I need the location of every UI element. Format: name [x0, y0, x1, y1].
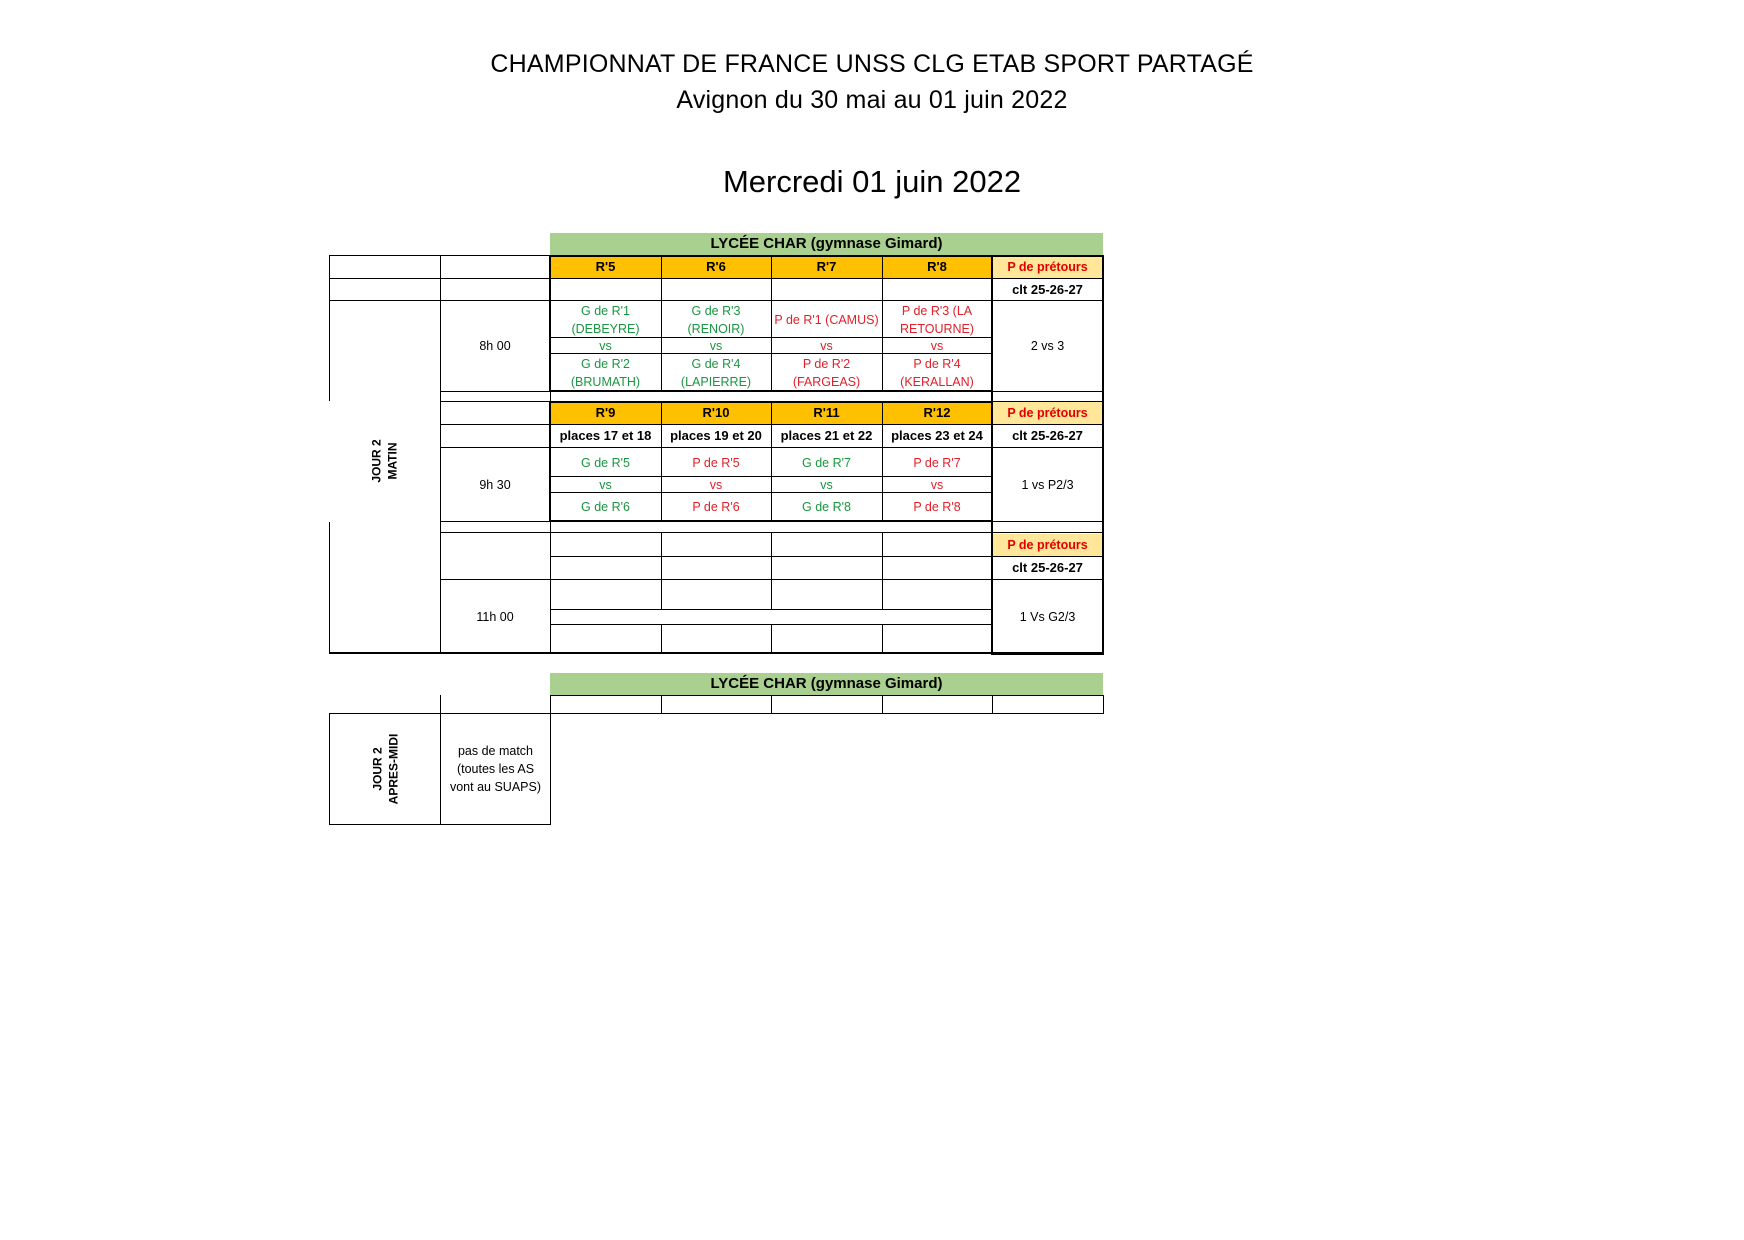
round-header: R'11 — [771, 402, 882, 424]
day-label-line: MATIN — [385, 442, 400, 480]
side-match: 1 vs P2/3 — [1021, 477, 1074, 492]
side-header: P de prétours — [992, 402, 1103, 424]
versus-label: vs — [930, 339, 944, 353]
match-team-bottom: P de R'4 (KERALLAN) — [900, 356, 974, 389]
versus-label: vs — [930, 478, 944, 492]
side-subheader: clt 25-26-27 — [1012, 428, 1083, 443]
morning-venue-header: LYCÉE CHAR (gymnase Gimard) — [550, 233, 1103, 255]
round-header: R'10 — [661, 402, 771, 424]
match-team-bottom: G de R'8 — [802, 500, 851, 514]
side-subheader: clt 25-26-27 — [1012, 282, 1083, 297]
time-slot: 8h 00 — [479, 339, 511, 353]
round-header: R'8 — [882, 256, 992, 278]
day-label-line: APRES-MIDI — [385, 733, 400, 805]
match-team-bottom: P de R'8 — [913, 500, 961, 514]
match-team-bottom: G de R'6 — [581, 500, 630, 514]
round-header: R'7 — [771, 256, 882, 278]
match-team-bottom: G de R'4 (LAPIERRE) — [680, 356, 752, 389]
side-header: P de prétours — [992, 534, 1103, 556]
match-team-bottom: G de R'2 (BRUMATH) — [570, 356, 641, 389]
day-label-line: JOUR 2 — [369, 439, 384, 483]
match-team-top: P de R'5 — [692, 455, 740, 470]
afternoon-venue-header: LYCÉE CHAR (gymnase Gimard) — [550, 673, 1103, 695]
side-subheader: clt 25-26-27 — [1012, 560, 1083, 575]
match-team-top: G de R'3 (RENOIR) — [687, 303, 745, 336]
side-match: 1 Vs G2/3 — [1019, 610, 1076, 624]
time-slot: 9h 30 — [479, 477, 511, 492]
side-header: P de prétours — [992, 256, 1103, 278]
match-team-bottom: P de R'2 (FARGEAS) — [792, 356, 861, 389]
places-label: places 23 et 24 — [891, 428, 983, 443]
places-label: places 19 et 20 — [670, 428, 762, 443]
versus-label: vs — [820, 339, 833, 353]
match-team-top: P de R'1 (CAMUS) — [774, 312, 879, 327]
match-team-bottom: P de R'6 — [692, 500, 740, 514]
versus-label: vs — [709, 339, 723, 353]
versus-label: vs — [599, 339, 612, 353]
match-team-top: P de R'7 — [913, 455, 961, 470]
round-header: R'6 — [661, 256, 771, 278]
round-header: R'9 — [550, 402, 661, 424]
versus-label: vs — [599, 478, 612, 492]
round-header: R'5 — [550, 256, 661, 278]
document-title: CHAMPIONNAT DE FRANCE UNSS CLG ETAB SPORT PARTAGÉ — [490, 50, 1254, 78]
round-header: R'12 — [882, 402, 992, 424]
match-team-top: G de R'7 — [802, 455, 851, 470]
morning-day-label — [330, 401, 440, 521]
day-label-line: JOUR 2 — [369, 747, 384, 791]
places-label: places 17 et 18 — [559, 428, 652, 443]
match-team-top: G de R'5 — [581, 455, 630, 470]
day-title: Mercredi 01 juin 2022 — [722, 164, 1022, 199]
document-subtitle: Avignon du 30 mai au 01 juin 2022 — [676, 86, 1068, 114]
versus-label: vs — [820, 478, 833, 492]
match-team-top: G de R'1 (DEBEYRE) — [571, 303, 640, 336]
places-label: places 21 et 22 — [780, 428, 873, 443]
side-match: 2 vs 3 — [1030, 339, 1065, 353]
match-team-top: P de R'3 (LA RETOURNE) — [899, 303, 975, 336]
afternoon-day-label — [330, 714, 440, 824]
afternoon-note: pas de match (toutes les AS vont au SUAPS) — [449, 744, 541, 794]
versus-label: vs — [709, 478, 723, 492]
time-slot: 11h 00 — [476, 610, 514, 624]
